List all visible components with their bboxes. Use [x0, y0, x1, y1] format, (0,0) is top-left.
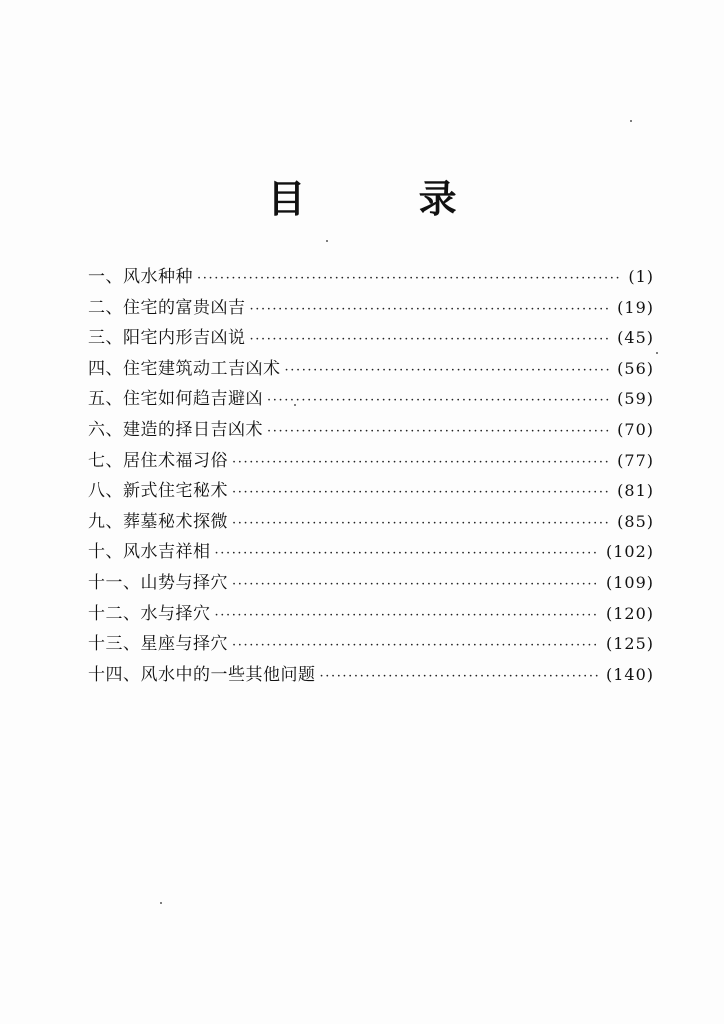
toc-entry [88, 293, 654, 324]
toc-entry-title: 六、建造的择日吉凶术 [88, 419, 263, 440]
toc-dot-leader [232, 631, 598, 662]
toc-entry [88, 446, 654, 477]
toc-entry [88, 629, 654, 660]
toc-entry-page: (81) [617, 481, 654, 501]
toc-dot-leader [250, 295, 610, 326]
toc-dot-leader [232, 478, 609, 509]
toc-entry [88, 537, 654, 568]
toc-entry-title: 八、新式住宅秘术 [88, 481, 228, 502]
toc-entry [88, 599, 654, 630]
toc-entry-title: 七、居住术福习俗 [88, 450, 228, 471]
scan-speck [326, 240, 328, 242]
toc-entry-page: (140) [605, 664, 654, 684]
toc-entry-page: (45) [617, 328, 654, 348]
toc-entry-page: (102) [605, 542, 654, 562]
toc-entry-title: 二、住宅的富贵凶吉 [88, 297, 246, 318]
scan-speck [160, 902, 162, 904]
toc-dot-leader [267, 386, 609, 417]
toc-entry-title: 三、阳宅内形吉凶说 [88, 328, 246, 349]
toc-entry-page: (77) [617, 450, 654, 470]
toc-dot-leader [320, 662, 598, 693]
table-of-contents [88, 262, 654, 690]
page-title: 目 录 [267, 177, 507, 221]
toc-entry [88, 660, 654, 691]
toc-entry-page: (56) [617, 358, 654, 378]
toc-entry-title: 十四、风水中的一些其他问题 [88, 664, 316, 685]
toc-entry-page: (109) [605, 572, 654, 592]
toc-entry-page: (120) [605, 603, 654, 623]
scan-speck [294, 404, 296, 406]
toc-dot-leader [285, 356, 610, 387]
toc-dot-leader [197, 264, 620, 295]
toc-entry-page: (85) [617, 511, 654, 531]
toc-entry-page: (70) [617, 419, 654, 439]
toc-entry-title: 十一、山势与择穴 [88, 572, 228, 593]
toc-dot-leader [232, 570, 598, 601]
toc-entry-title: 五、住宅如何趋吉避凶 [88, 389, 263, 410]
toc-dot-leader [215, 539, 598, 570]
toc-entry [88, 415, 654, 446]
toc-dot-leader [267, 417, 609, 448]
scan-speck [656, 352, 658, 354]
toc-entry [88, 507, 654, 538]
toc-entry-page: (125) [605, 634, 654, 654]
toc-entry-page: (19) [617, 297, 654, 317]
toc-dot-leader [250, 325, 610, 356]
toc-entry-title: 一、风水种种 [88, 267, 193, 287]
toc-dot-leader [232, 448, 609, 479]
toc-entry [88, 262, 654, 293]
toc-entry [88, 354, 654, 385]
toc-entry-title: 十三、星座与择穴 [88, 634, 228, 655]
toc-entry [88, 476, 654, 507]
toc-entry-page: (1) [628, 267, 654, 286]
toc-entry-title: 十二、水与择穴 [88, 603, 211, 624]
scan-speck [630, 120, 632, 122]
toc-entry-title: 九、葬墓秘术探微 [88, 511, 228, 532]
toc-entry-title: 十、风水吉祥相 [88, 542, 211, 563]
toc-entry [88, 384, 654, 415]
toc-entry-title: 四、住宅建筑动工吉凶术 [88, 358, 281, 379]
toc-entry [88, 323, 654, 354]
toc-dot-leader [232, 509, 609, 540]
toc-entry [88, 568, 654, 599]
toc-dot-leader [215, 601, 598, 632]
toc-entry-page: (59) [617, 389, 654, 409]
